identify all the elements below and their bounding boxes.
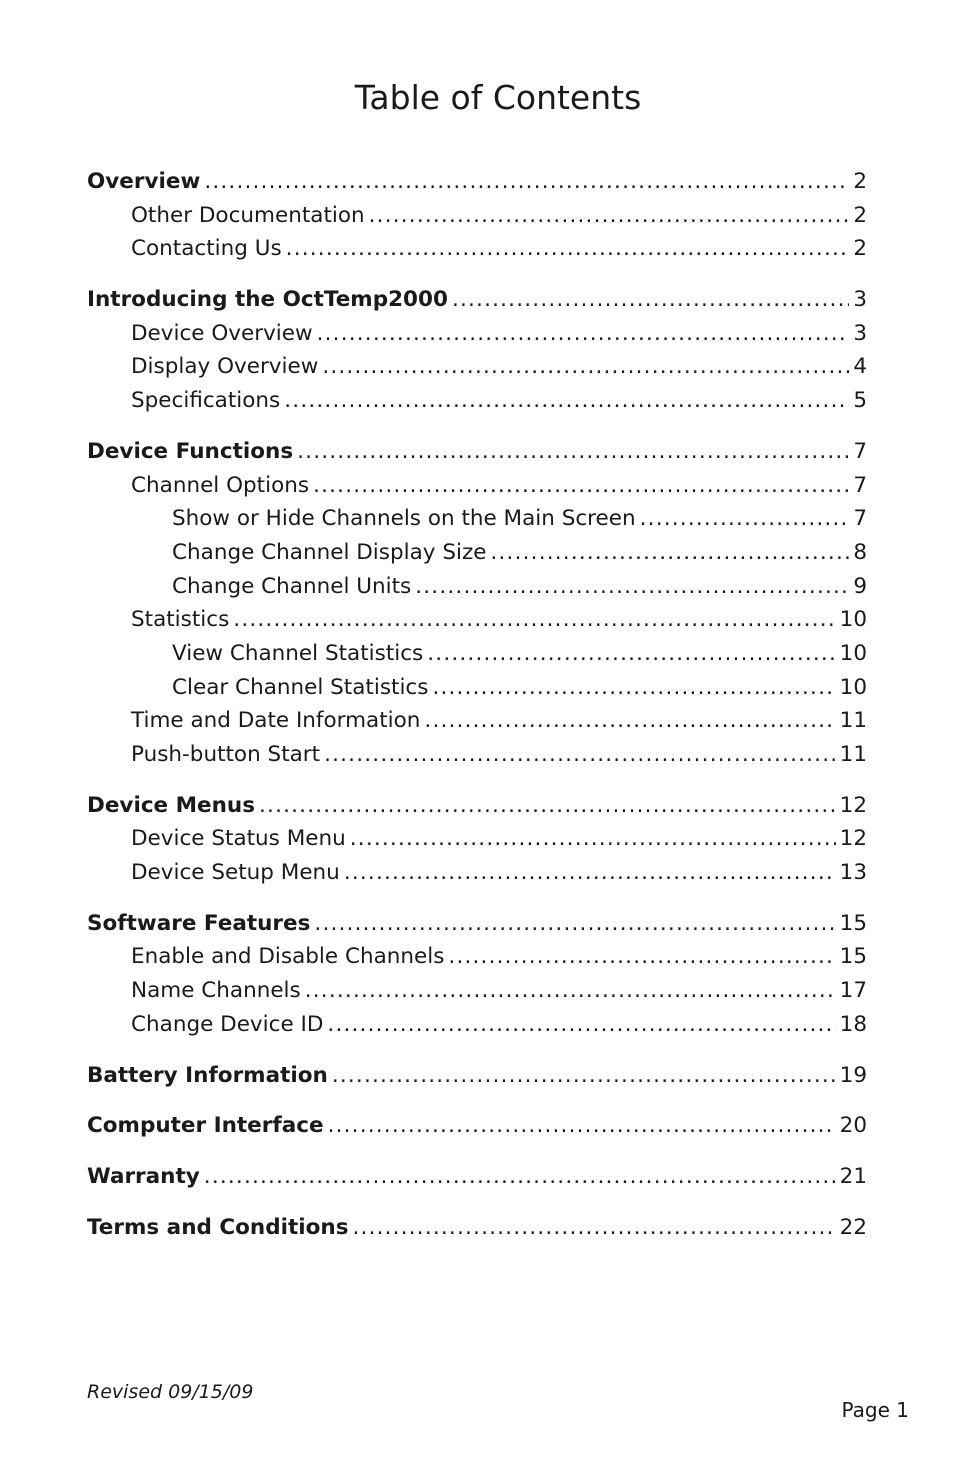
- toc-entry-page: 11: [839, 742, 867, 767]
- toc-entry-page: 22: [839, 1214, 867, 1240]
- toc-entry-label: View Channel Statistics: [172, 640, 424, 666]
- dot-leader: [353, 1211, 836, 1245]
- dot-leader: [328, 1109, 836, 1143]
- toc-entry-page: 5: [853, 388, 867, 414]
- dot-leader: [313, 469, 849, 503]
- dot-leader: [327, 1008, 835, 1042]
- toc-entry-label: Channel Options: [131, 472, 310, 498]
- toc-section: [87, 1211, 867, 1245]
- toc-entry[interactable]: [87, 603, 867, 637]
- toc-entry[interactable]: [87, 570, 867, 604]
- toc-section: [87, 907, 867, 1042]
- toc-entry-label: Change Channel Display Size: [172, 539, 487, 565]
- toc-entry-label: Push-button Start: [131, 742, 321, 767]
- toc-entry-label: Battery Information: [87, 1062, 328, 1088]
- toc-entry[interactable]: [87, 940, 867, 974]
- toc-entry[interactable]: [87, 671, 867, 705]
- page-number: Page 1: [841, 1398, 909, 1422]
- toc-entry-page: 8: [853, 539, 867, 565]
- toc-section: [87, 1059, 867, 1093]
- toc-entry-label: Warranty: [87, 1163, 200, 1189]
- toc-entry-label: Statistics: [131, 607, 230, 633]
- toc-entry-page: 20: [839, 1113, 867, 1139]
- toc-entry-label: Display Overview: [131, 354, 319, 380]
- toc-entry-page: 4: [853, 354, 867, 380]
- toc-section: [87, 435, 867, 772]
- toc-entry[interactable]: [87, 1160, 867, 1194]
- toc-entry[interactable]: [87, 283, 867, 317]
- dot-leader: [317, 317, 850, 351]
- toc-entry-page: 12: [839, 792, 867, 818]
- toc-section: [87, 283, 867, 418]
- toc-entry-label: Device Status Menu: [131, 826, 346, 852]
- toc-entry-page: 13: [839, 860, 867, 886]
- toc-entry[interactable]: [87, 1008, 867, 1042]
- dot-leader: [350, 822, 836, 856]
- toc-entry-label: Overview: [87, 169, 201, 194]
- toc-entry-label: Other Documentation: [131, 202, 365, 228]
- toc-section: [87, 789, 867, 890]
- toc-entry-page: 2: [853, 169, 867, 194]
- dot-leader: [314, 907, 835, 941]
- toc-entry[interactable]: [87, 536, 867, 570]
- page-title: Table of Contents: [354, 78, 642, 117]
- toc-entry-page: 12: [839, 826, 867, 852]
- toc-entry-label: Device Functions: [87, 438, 294, 464]
- toc-entry[interactable]: [87, 165, 867, 199]
- toc-entry[interactable]: [87, 435, 867, 469]
- table-of-contents: [87, 165, 867, 1261]
- toc-entry-label: Specifications: [131, 388, 281, 414]
- toc-entry-label: Name Channels: [131, 978, 301, 1004]
- toc-entry-page: 3: [853, 320, 867, 346]
- toc-entry-page: 17: [839, 978, 867, 1004]
- toc-entry[interactable]: [87, 1109, 867, 1143]
- toc-entry[interactable]: [87, 974, 867, 1008]
- dot-leader: [324, 738, 836, 772]
- toc-entry-page: 7: [853, 472, 867, 498]
- toc-entry-page: 2: [853, 202, 867, 228]
- toc-entry[interactable]: [87, 789, 867, 823]
- toc-entry[interactable]: [87, 907, 867, 941]
- toc-entry[interactable]: [87, 1059, 867, 1093]
- toc-section: [87, 165, 867, 266]
- toc-entry-label: Enable and Disable Channels: [131, 944, 445, 970]
- dot-leader: [297, 435, 849, 469]
- toc-entry-label: Change Device ID: [131, 1011, 324, 1037]
- toc-entry-label: Software Features: [87, 910, 311, 936]
- dot-leader: [369, 199, 850, 233]
- dot-leader: [305, 974, 836, 1008]
- revision-date: Revised 09/15/09: [87, 1381, 254, 1403]
- toc-entry-page: 7: [853, 506, 867, 532]
- dot-leader: [204, 165, 849, 199]
- dot-leader: [490, 536, 849, 570]
- dot-leader: [640, 502, 850, 536]
- toc-entry[interactable]: [87, 1211, 867, 1245]
- toc-entry-page: 11: [839, 708, 867, 734]
- toc-entry-page: 2: [853, 236, 867, 262]
- toc-entry-label: Terms and Conditions: [87, 1214, 349, 1240]
- dot-leader: [332, 1059, 836, 1093]
- dot-leader: [204, 1160, 836, 1194]
- toc-entry-label: Show or Hide Channels on the Main Screen: [172, 506, 636, 532]
- dot-leader: [344, 856, 836, 890]
- toc-entry-page: 21: [839, 1163, 867, 1189]
- toc-entry-page: 10: [839, 607, 867, 633]
- toc-entry-label: Clear Channel Statistics: [172, 674, 429, 700]
- dot-leader: [415, 570, 849, 604]
- toc-entry-label: Contacting Us: [131, 236, 282, 262]
- toc-section: [87, 1109, 867, 1143]
- dot-leader: [284, 384, 849, 418]
- dot-leader: [452, 283, 849, 317]
- dot-leader: [259, 789, 836, 823]
- toc-entry[interactable]: [87, 350, 867, 384]
- toc-entry-page: 18: [839, 1011, 867, 1037]
- dot-leader: [427, 637, 835, 671]
- toc-entry-page: 10: [839, 640, 867, 666]
- toc-entry-page: 10: [839, 674, 867, 700]
- toc-entry-page: 15: [839, 944, 867, 970]
- toc-entry-label: Time and Date Information: [131, 708, 421, 734]
- toc-entry[interactable]: [87, 469, 867, 503]
- toc-entry[interactable]: [87, 856, 867, 890]
- toc-entry[interactable]: [87, 822, 867, 856]
- toc-entry[interactable]: [87, 738, 867, 772]
- toc-entry[interactable]: [87, 637, 867, 671]
- dot-leader: [424, 704, 835, 738]
- toc-entry-page: 15: [839, 910, 867, 936]
- dot-leader: [286, 232, 850, 266]
- toc-entry-label: Computer Interface: [87, 1113, 324, 1139]
- toc-entry-label: Device Overview: [131, 320, 313, 346]
- dot-leader: [322, 350, 849, 384]
- toc-entry[interactable]: [87, 199, 867, 233]
- dot-leader: [432, 671, 835, 705]
- dot-leader: [233, 603, 835, 637]
- toc-entry-page: 3: [853, 287, 867, 313]
- toc-entry-page: 9: [853, 573, 867, 599]
- toc-entry-page: 19: [839, 1062, 867, 1088]
- dot-leader: [448, 940, 835, 974]
- toc-entry[interactable]: [87, 704, 867, 738]
- toc-entry[interactable]: [87, 384, 867, 418]
- toc-section: [87, 1160, 867, 1194]
- toc-entry-label: Device Menus: [87, 792, 256, 818]
- toc-entry[interactable]: [87, 317, 867, 351]
- toc-entry-label: Change Channel Units: [172, 573, 412, 599]
- toc-entry[interactable]: [87, 232, 867, 266]
- toc-entry-label: Device Setup Menu: [131, 860, 340, 886]
- toc-entry-label: Introducing the OctTemp2000: [87, 287, 448, 313]
- toc-entry[interactable]: [87, 502, 867, 536]
- toc-entry-page: 7: [853, 438, 867, 464]
